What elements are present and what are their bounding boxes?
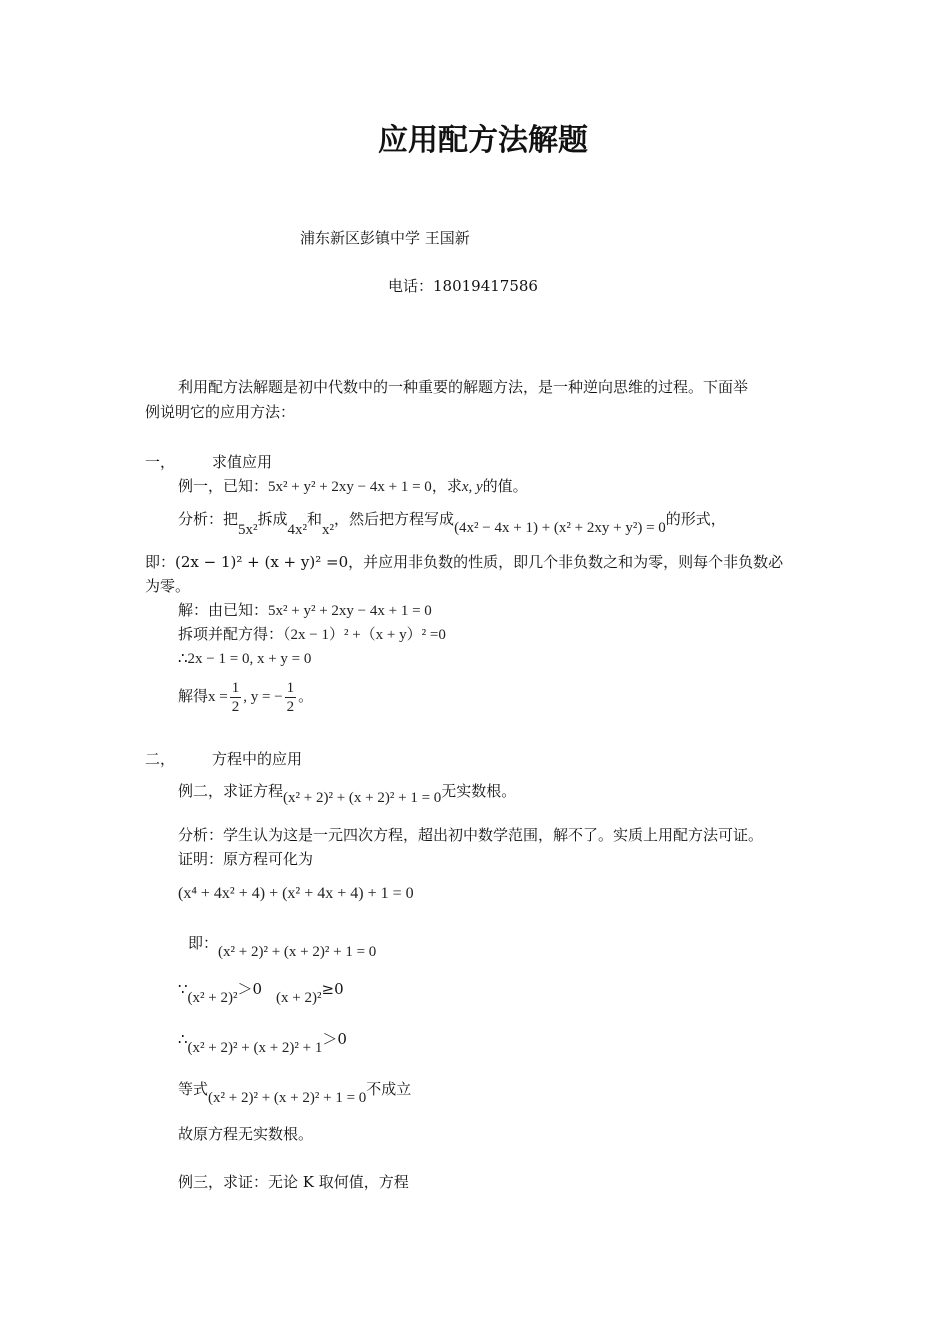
because-line (178, 974, 344, 1005)
example-2-suffix: 无实数根。 (441, 782, 517, 800)
result-prefix: 解得 (178, 687, 209, 705)
ie-equation: (x² + 2)² + (x + 2)² + 1 = 0 (218, 944, 377, 960)
fraction-numerator: 1 (231, 679, 240, 696)
equality-suffix: 不成立 (366, 1080, 412, 1098)
author-line: 浦东新区彭镇中学 王国新 (300, 229, 470, 247)
split-prefix: 拆项并配方得： (178, 625, 284, 643)
analysis-1-mid: ，然后把方程写成 (334, 510, 455, 528)
intro-line-1: 利用配方法解题是初中代数中的一种重要的解题方法，是一种逆向思维的过程。下面举 (178, 378, 749, 396)
solution-1-prefix: 解：由已知： (178, 601, 269, 619)
analysis-term-5x2: 5x² (238, 522, 258, 538)
therefore-2-symbol: ∴ (178, 1030, 188, 1048)
because-symbol: ∵ (178, 980, 188, 998)
because-greater-zero: ＞0 (237, 980, 263, 998)
result-1 (178, 676, 313, 717)
analysis-1-then-line-1: 即：(2x − 1)² + (x + y)² =0，并应用非负数的性质，即几个非负数之和为零，则每个非负数必 (145, 553, 784, 571)
example-1-prefix: 例一，已知： (178, 477, 269, 495)
solution-1-equation: 5x² + y² + 2xy − 4x + 1 = 0 (268, 603, 432, 619)
ie-label: 即： (188, 934, 219, 952)
therefore-1 (178, 648, 311, 669)
proof-equation: (x⁴ + 4x² + 4) + (x² + 4x + 4) + 1 = 0 (178, 885, 414, 902)
analysis-1 (178, 504, 726, 538)
therefore-symbol: ∴ (178, 649, 188, 667)
analysis-1-suffix: 的形式， (665, 510, 726, 528)
example-1-suffix: 的值。 (482, 477, 528, 495)
section-2-number: 二， (145, 750, 176, 768)
example-2-prefix: 例二，求证方程 (178, 782, 284, 800)
split-equation: （2x − 1）² +（x + y）² =0 (283, 627, 446, 643)
result-y-label: , y = − (243, 689, 283, 705)
equality-line (178, 1074, 411, 1105)
analysis-1-then-line-2: 为零。 (145, 577, 191, 595)
proof-intro: 证明：原方程可化为 (178, 850, 314, 868)
example-2 (178, 776, 516, 807)
fraction-one-half-x (230, 679, 242, 716)
page-title: 应用配方法解题 (378, 123, 588, 158)
analysis-1-prefix: 分析：把 (178, 510, 239, 528)
example-3-line: 例三，求证：无论 K 取何值，方程 (178, 1173, 409, 1191)
ie-line (188, 928, 376, 959)
solution-1 (178, 600, 432, 621)
example-1-mid: ，求 (431, 477, 462, 495)
analysis-term-4x2: 4x² (287, 522, 308, 538)
split-line (178, 624, 446, 645)
analysis-split-word: 拆成 (257, 510, 288, 528)
because-term-2: (x + 2)² (276, 990, 322, 1006)
therefore-2-greater-zero: ＞0 (322, 1030, 347, 1048)
analysis-and-word: 和 (307, 510, 323, 528)
section-2-title: 方程中的应用 (212, 750, 303, 768)
therefore-2-expression: (x² + 2)² + (x + 2)² + 1 (187, 1040, 323, 1056)
fraction-numerator: 1 (286, 679, 295, 696)
equality-prefix: 等式 (178, 1080, 209, 1098)
analysis-1-equation: (4x² − 4x + 1) + (x² + 2xy + y²) = 0 (454, 520, 666, 536)
result-end: 。 (298, 687, 314, 705)
equality-equation: (x² + 2)² + (x + 2)² + 1 = 0 (208, 1090, 367, 1106)
example-1-vars: x, y (461, 479, 483, 495)
section-1-title: 求值应用 (212, 453, 273, 471)
conclusion-line: 故原方程无实数根。 (178, 1125, 314, 1143)
because-term-1: (x² + 2)² (187, 990, 238, 1006)
fraction-denominator: 2 (286, 698, 295, 715)
example-1-equation: 5x² + y² + 2xy − 4x + 1 = 0 (268, 479, 432, 495)
analysis-term-x2: x² (322, 522, 335, 538)
because-greater-equal-zero: ≥0 (321, 980, 344, 998)
phone-line: 电话：18019417586 (388, 277, 538, 295)
fraction-one-half-y (285, 679, 297, 716)
therefore-2-line (178, 1024, 347, 1055)
fraction-denominator: 2 (231, 698, 240, 715)
therefore-1-equation: 2x − 1 = 0, x + y = 0 (187, 651, 312, 667)
analysis-2: 分析：学生认为这是一元四次方程，超出初中数学范围，解不了。实质上用配方法可证。 (178, 826, 764, 844)
intro-line-2: 例说明它的应用方法： (145, 403, 296, 421)
result-x-label: x = (208, 689, 228, 705)
example-1 (178, 476, 528, 497)
section-1-number: 一， (145, 453, 176, 471)
example-2-equation: (x² + 2)² + (x + 2)² + 1 = 0 (283, 790, 442, 806)
